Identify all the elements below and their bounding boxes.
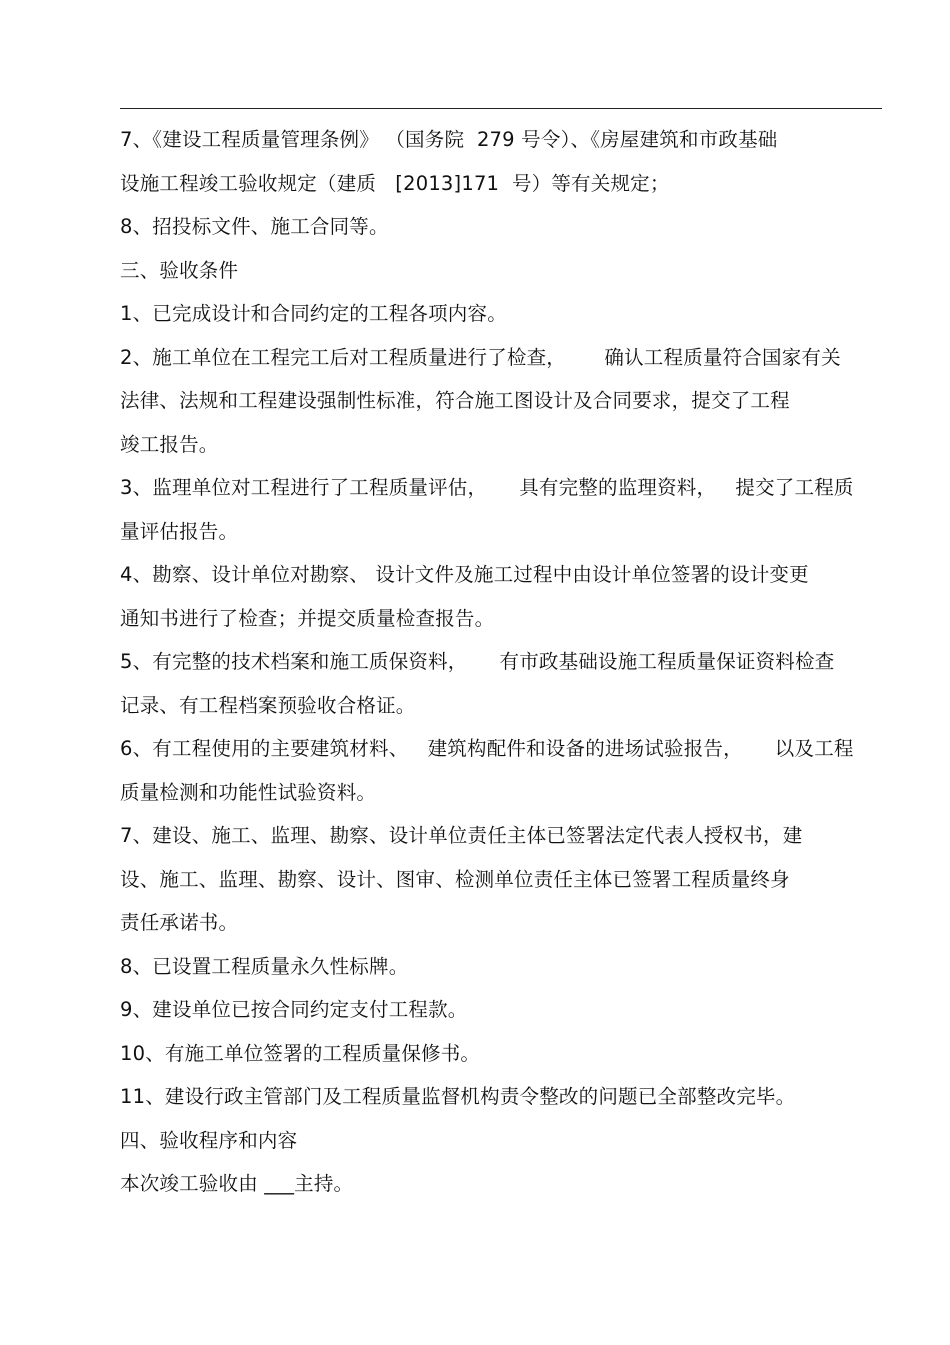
body-line: 7、《建设工程质量管理条例》 （国务院 279 号令）、《房屋建筑和市政基础 xyxy=(120,128,778,151)
body-line: 质量检测和功能性试验资料。 xyxy=(120,780,377,804)
body-line: 9、建设单位已按合同约定支付工程款。 xyxy=(120,998,468,1021)
body-line: 3、监理单位对工程进行了工程质量评估， 具有完整的监理资料， 提交了工程质 xyxy=(120,476,854,499)
body-line: 量评估报告。 xyxy=(120,519,239,543)
body-line: 8、已设置工程质量永久性标牌。 xyxy=(120,954,409,978)
body-line: 8、招投标文件、施工合同等。 xyxy=(120,215,389,238)
body-line: 1、已完成设计和合同约定的工程各项内容。 xyxy=(120,302,507,325)
body-line: 设、施工、监理、勘察、设计、图审、检测单位责任主体已签署工程质量终身 xyxy=(120,867,790,891)
body-line: 2、施工单位在工程完工后对工程质量进行了检查， 确认工程质量符合国家有关 xyxy=(120,345,841,369)
body-line: 法律、法规和工程建设强制性标准，符合施工图设计及合同要求，提交了工程 xyxy=(120,389,790,412)
body-line: 10、有施工单位签署的工程质量保修书。 xyxy=(120,1041,481,1065)
body-line: 5、有完整的技术档案和施工质保资料， 有市政基础设施工程质量保证资料检查 xyxy=(120,650,835,673)
body-line: 6、有工程使用的主要建筑材料、 建筑构配件和设备的进场试验报告， 以及工程 xyxy=(120,737,854,760)
header-rule xyxy=(120,108,882,109)
section-heading: 四、验收程序和内容 xyxy=(120,1128,298,1152)
body-line: 设施工程竣工验收规定（建质 [2013]171 号）等有关规定； xyxy=(120,171,670,195)
body-line: 记录、有工程档案预验收合格证。 xyxy=(120,693,416,717)
body-line: 竣工报告。 xyxy=(120,432,219,456)
body-line: 通知书进行了检查；并提交质量检查报告。 xyxy=(120,606,495,630)
body-line: 11、建设行政主管部门及工程质量监督机构责令整改的问题已全部整改完毕。 xyxy=(120,1085,796,1108)
body-line: 4、勘察、设计单位对勘察、 设计文件及施工过程中由设计单位签署的设计变更 xyxy=(120,563,809,586)
body-line: 责任承诺书。 xyxy=(120,911,239,934)
document-body xyxy=(120,122,890,1210)
body-line: 7、建设、施工、监理、勘察、设计单位责任主体已签署法定代表人授权书，建 xyxy=(120,824,803,847)
section-heading: 三、验收条件 xyxy=(120,258,239,282)
body-line: 本次竣工验收由 ___主持。 xyxy=(120,1172,354,1195)
